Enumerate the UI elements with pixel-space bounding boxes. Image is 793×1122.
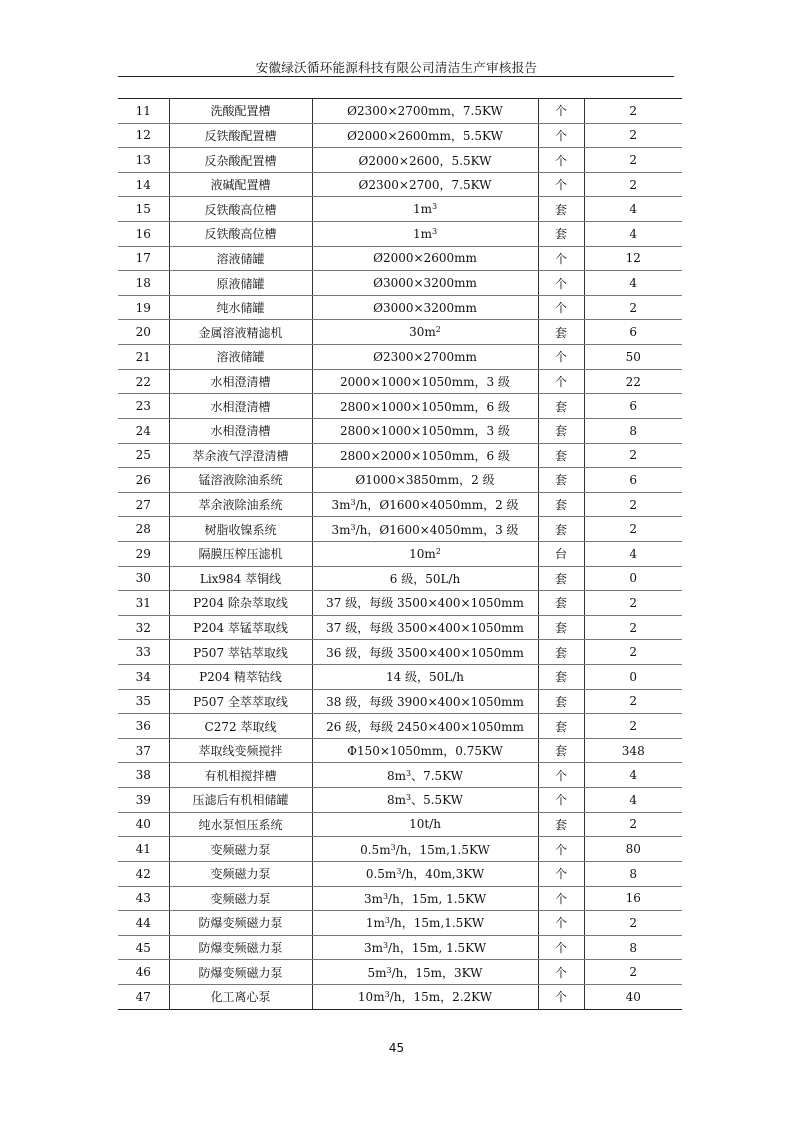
cell-quantity: 348	[584, 738, 682, 763]
table-row	[118, 295, 682, 320]
cell-number: 40	[118, 812, 169, 837]
cell-equipment-name: 水相澄清槽	[169, 369, 312, 394]
cell-quantity: 2	[584, 172, 682, 197]
cell-equipment-name: 溶液储罐	[169, 345, 312, 370]
cell-unit: 个	[538, 960, 584, 985]
cell-equipment-name: 原液储罐	[169, 271, 312, 296]
cell-quantity: 2	[584, 123, 682, 148]
cell-specification: $10m^3/h$，15m，2.2KW	[312, 984, 538, 1009]
cell-quantity: 2	[584, 960, 682, 985]
cell-equipment-name: P507 全萃萃取线	[169, 689, 312, 714]
table-row	[118, 911, 682, 936]
cell-number: 12	[118, 123, 169, 148]
cell-number: 27	[118, 492, 169, 517]
cell-quantity: 2	[584, 591, 682, 616]
cell-number: 34	[118, 665, 169, 690]
cell-unit: 套	[538, 689, 584, 714]
cell-quantity: 4	[584, 222, 682, 247]
table-row	[118, 640, 682, 665]
cell-specification: 37 级，每级 3500×400×1050mm	[312, 615, 538, 640]
cell-number: 39	[118, 788, 169, 813]
table-row	[118, 788, 682, 813]
cell-specification: $1m^3$	[312, 222, 538, 247]
cell-number: 11	[118, 99, 169, 124]
cell-equipment-name: P204 精萃钴线	[169, 665, 312, 690]
cell-specification: Ø2000×2600mm，5.5KW	[312, 123, 538, 148]
table-row	[118, 714, 682, 739]
cell-equipment-name: P204 萃锰萃取线	[169, 615, 312, 640]
cell-number: 38	[118, 763, 169, 788]
cell-quantity: 4	[584, 271, 682, 296]
table-row	[118, 271, 682, 296]
cell-unit: 个	[538, 148, 584, 173]
cell-equipment-name: 变频磁力泵	[169, 837, 312, 862]
cell-specification: $8m^3$、5.5KW	[312, 788, 538, 813]
cell-quantity: 2	[584, 689, 682, 714]
cell-specification: $5m^3/h$，15m，3KW	[312, 960, 538, 985]
cell-specification: Ø3000×3200mm	[312, 295, 538, 320]
cell-specification: 36 级，每级 3500×400×1050mm	[312, 640, 538, 665]
cell-number: 15	[118, 197, 169, 222]
cell-equipment-name: 反铁酸高位槽	[169, 197, 312, 222]
cell-equipment-name: 反铁酸配置槽	[169, 123, 312, 148]
cell-number: 18	[118, 271, 169, 296]
cell-unit: 套	[538, 615, 584, 640]
cell-unit: 个	[538, 861, 584, 886]
cell-specification: Ø2000×2600，5.5KW	[312, 148, 538, 173]
cell-specification: $3m^3/h$，Ø1600×4050mm，2 级	[312, 492, 538, 517]
table-row	[118, 591, 682, 616]
cell-number: 29	[118, 541, 169, 566]
cell-number: 19	[118, 295, 169, 320]
table-row	[118, 984, 682, 1009]
table-row	[118, 861, 682, 886]
table-row	[118, 615, 682, 640]
cell-unit: 套	[538, 517, 584, 542]
table-row	[118, 468, 682, 493]
cell-equipment-name: Lix984 萃铜线	[169, 566, 312, 591]
cell-quantity: 2	[584, 295, 682, 320]
cell-number: 36	[118, 714, 169, 739]
cell-unit: 套	[538, 738, 584, 763]
cell-unit: 个	[538, 911, 584, 936]
cell-equipment-name: 防爆变频磁力泵	[169, 960, 312, 985]
cell-unit: 个	[538, 369, 584, 394]
table-row	[118, 197, 682, 222]
cell-equipment-name: 纯水储罐	[169, 295, 312, 320]
cell-specification: Ø2300×2700mm	[312, 345, 538, 370]
equipment-table	[118, 98, 682, 1010]
cell-number: 25	[118, 443, 169, 468]
cell-quantity: 80	[584, 837, 682, 862]
cell-number: 16	[118, 222, 169, 247]
table-row	[118, 99, 682, 124]
cell-unit: 套	[538, 591, 584, 616]
cell-number: 35	[118, 689, 169, 714]
table-row	[118, 566, 682, 591]
cell-number: 24	[118, 418, 169, 443]
cell-specification: 14 级，50L/h	[312, 665, 538, 690]
cell-unit: 套	[538, 640, 584, 665]
cell-unit: 个	[538, 246, 584, 271]
table-row	[118, 418, 682, 443]
cell-quantity: 8	[584, 418, 682, 443]
table-row	[118, 492, 682, 517]
cell-unit: 套	[538, 443, 584, 468]
table-row	[118, 443, 682, 468]
cell-number: 14	[118, 172, 169, 197]
cell-quantity: 2	[584, 148, 682, 173]
cell-quantity: 4	[584, 788, 682, 813]
cell-specification: $3m^3/h$，Ø1600×4050mm，3 级	[312, 517, 538, 542]
page-header: 安徽绿沃循环能源科技有限公司清洁生产审核报告	[255, 60, 538, 75]
cell-quantity: 2	[584, 517, 682, 542]
equipment-table-body	[118, 99, 682, 1010]
cell-quantity: 6	[584, 320, 682, 345]
cell-number: 30	[118, 566, 169, 591]
cell-equipment-name: 隔膜压榨压滤机	[169, 541, 312, 566]
cell-specification: 26 级，每级 2450×400×1050mm	[312, 714, 538, 739]
cell-specification: $1m^3/h$，15m,1.5KW	[312, 911, 538, 936]
cell-specification: $3m^3/h$，15m, 1.5KW	[312, 886, 538, 911]
cell-specification: $30m^2$	[312, 320, 538, 345]
table-row	[118, 222, 682, 247]
table-row	[118, 172, 682, 197]
cell-unit: 套	[538, 665, 584, 690]
cell-unit: 套	[538, 566, 584, 591]
cell-quantity: 2	[584, 99, 682, 124]
cell-specification: Ø2300×2700，7.5KW	[312, 172, 538, 197]
table-row	[118, 320, 682, 345]
cell-unit: 个	[538, 295, 584, 320]
cell-equipment-name: 金属溶液精滤机	[169, 320, 312, 345]
cell-unit: 个	[538, 345, 584, 370]
cell-equipment-name: 水相澄清槽	[169, 394, 312, 419]
cell-quantity: 50	[584, 345, 682, 370]
cell-equipment-name: P204 除杂萃取线	[169, 591, 312, 616]
cell-quantity: 0	[584, 665, 682, 690]
cell-unit: 个	[538, 123, 584, 148]
cell-equipment-name: 有机相搅拌槽	[169, 763, 312, 788]
table-row	[118, 665, 682, 690]
cell-unit: 套	[538, 714, 584, 739]
cell-unit: 个	[538, 935, 584, 960]
cell-unit: 套	[538, 222, 584, 247]
table-row	[118, 763, 682, 788]
cell-equipment-name: 水相澄清槽	[169, 418, 312, 443]
cell-equipment-name: 变频磁力泵	[169, 861, 312, 886]
cell-unit: 套	[538, 492, 584, 517]
cell-unit: 个	[538, 763, 584, 788]
cell-specification: 2800×1000×1050mm，6 级	[312, 394, 538, 419]
table-row	[118, 345, 682, 370]
cell-quantity: 0	[584, 566, 682, 591]
cell-quantity: 2	[584, 615, 682, 640]
cell-equipment-name: 压滤后有机相储罐	[169, 788, 312, 813]
cell-specification: $0.5m^3/h$，40m,3KW	[312, 861, 538, 886]
table-row	[118, 812, 682, 837]
cell-quantity: 2	[584, 443, 682, 468]
table-row	[118, 123, 682, 148]
cell-number: 13	[118, 148, 169, 173]
table-row	[118, 517, 682, 542]
cell-unit: 个	[538, 788, 584, 813]
cell-specification: Ø3000×3200mm	[312, 271, 538, 296]
table-row	[118, 689, 682, 714]
cell-unit: 个	[538, 99, 584, 124]
cell-specification: 37 级，每级 3500×400×1050mm	[312, 591, 538, 616]
table-row	[118, 738, 682, 763]
cell-specification: 2000×1000×1050mm，3 级	[312, 369, 538, 394]
page-number: 45	[388, 1041, 405, 1055]
cell-unit: 套	[538, 468, 584, 493]
cell-quantity: 2	[584, 492, 682, 517]
cell-number: 22	[118, 369, 169, 394]
cell-quantity: 12	[584, 246, 682, 271]
cell-number: 45	[118, 935, 169, 960]
cell-number: 28	[118, 517, 169, 542]
cell-quantity: 6	[584, 394, 682, 419]
cell-unit: 套	[538, 320, 584, 345]
table-row	[118, 541, 682, 566]
cell-equipment-name: 萃取线变频搅拌	[169, 738, 312, 763]
cell-number: 17	[118, 246, 169, 271]
cell-quantity: 16	[584, 886, 682, 911]
cell-specification: Φ150×1050mm，0.75KW	[312, 738, 538, 763]
cell-unit: 个	[538, 172, 584, 197]
cell-equipment-name: 化工离心泵	[169, 984, 312, 1009]
cell-quantity: 4	[584, 763, 682, 788]
cell-number: 21	[118, 345, 169, 370]
table-row	[118, 246, 682, 271]
cell-quantity: 2	[584, 714, 682, 739]
cell-number: 20	[118, 320, 169, 345]
cell-number: 26	[118, 468, 169, 493]
cell-equipment-name: 萃余液除油系统	[169, 492, 312, 517]
cell-equipment-name: 反铁酸高位槽	[169, 222, 312, 247]
cell-specification: 2800×2000×1050mm，6 级	[312, 443, 538, 468]
cell-specification: $8m^3$、7.5KW	[312, 763, 538, 788]
table-row	[118, 148, 682, 173]
cell-equipment-name: 萃余液气浮澄清槽	[169, 443, 312, 468]
cell-quantity: 2	[584, 911, 682, 936]
cell-equipment-name: 纯水泵恒压系统	[169, 812, 312, 837]
cell-equipment-name: 锰溶液除油系统	[169, 468, 312, 493]
cell-quantity: 8	[584, 861, 682, 886]
cell-number: 44	[118, 911, 169, 936]
cell-quantity: 40	[584, 984, 682, 1009]
header-rule	[118, 76, 674, 77]
cell-quantity: 22	[584, 369, 682, 394]
cell-specification: $3m^3/h$，15m, 1.5KW	[312, 935, 538, 960]
cell-specification: Ø2300×2700mm，7.5KW	[312, 99, 538, 124]
cell-quantity: 6	[584, 468, 682, 493]
cell-quantity: 8	[584, 935, 682, 960]
cell-unit: 套	[538, 394, 584, 419]
cell-specification: 38 级，每级 3900×400×1050mm	[312, 689, 538, 714]
cell-equipment-name: 反杂酸配置槽	[169, 148, 312, 173]
cell-number: 46	[118, 960, 169, 985]
cell-equipment-name: 变频磁力泵	[169, 886, 312, 911]
cell-number: 23	[118, 394, 169, 419]
table-row	[118, 394, 682, 419]
cell-number: 43	[118, 886, 169, 911]
cell-unit: 个	[538, 886, 584, 911]
cell-equipment-name: 液碱配置槽	[169, 172, 312, 197]
cell-number: 33	[118, 640, 169, 665]
cell-unit: 个	[538, 837, 584, 862]
cell-number: 32	[118, 615, 169, 640]
table-row	[118, 369, 682, 394]
table-row	[118, 935, 682, 960]
cell-number: 42	[118, 861, 169, 886]
cell-specification: Ø2000×2600mm	[312, 246, 538, 271]
cell-specification: 2800×1000×1050mm，3 级	[312, 418, 538, 443]
cell-equipment-name: P507 萃钴萃取线	[169, 640, 312, 665]
cell-equipment-name: 防爆变频磁力泵	[169, 935, 312, 960]
cell-unit: 台	[538, 541, 584, 566]
table-row	[118, 837, 682, 862]
cell-quantity: 4	[584, 197, 682, 222]
cell-number: 41	[118, 837, 169, 862]
cell-quantity: 4	[584, 541, 682, 566]
cell-specification: $0.5m^3/h$，15m,1.5KW	[312, 837, 538, 862]
cell-unit: 个	[538, 271, 584, 296]
table-row	[118, 960, 682, 985]
cell-equipment-name: 洗酸配置槽	[169, 99, 312, 124]
cell-specification: $1m^3$	[312, 197, 538, 222]
cell-specification: 6 级，50L/h	[312, 566, 538, 591]
cell-quantity: 2	[584, 812, 682, 837]
cell-equipment-name: C272 萃取线	[169, 714, 312, 739]
cell-unit: 套	[538, 418, 584, 443]
cell-quantity: 2	[584, 640, 682, 665]
cell-number: 47	[118, 984, 169, 1009]
table-row	[118, 886, 682, 911]
cell-equipment-name: 溶液储罐	[169, 246, 312, 271]
cell-number: 31	[118, 591, 169, 616]
cell-unit: 套	[538, 812, 584, 837]
cell-equipment-name: 防爆变频磁力泵	[169, 911, 312, 936]
cell-unit: 套	[538, 197, 584, 222]
cell-specification: 10t/h	[312, 812, 538, 837]
cell-unit: 个	[538, 984, 584, 1009]
cell-specification: Ø1000×3850mm，2 级	[312, 468, 538, 493]
cell-specification: $10m^2$	[312, 541, 538, 566]
cell-equipment-name: 树脂收镍系统	[169, 517, 312, 542]
cell-number: 37	[118, 738, 169, 763]
